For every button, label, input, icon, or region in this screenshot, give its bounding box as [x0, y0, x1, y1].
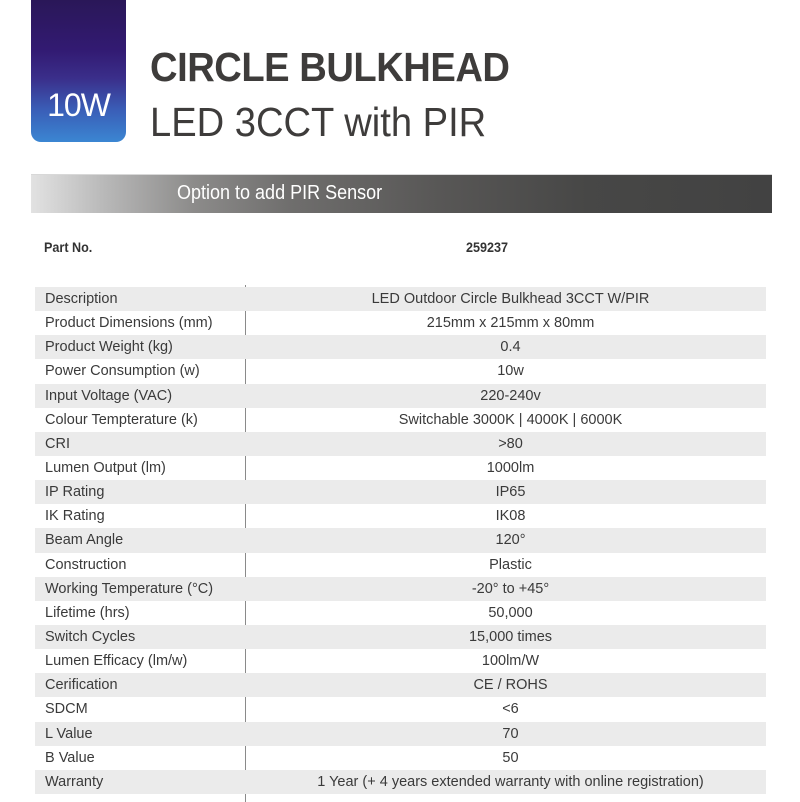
spec-label: Lifetime (hrs)	[45, 604, 130, 621]
spec-label: Switch Cycles	[45, 629, 136, 646]
spec-value: IK08	[495, 508, 526, 525]
spec-value: <6	[502, 701, 519, 718]
spec-label: Product Weight (kg)	[45, 339, 173, 356]
spec-value: IP65	[495, 484, 526, 501]
part-number-label: Part No.	[44, 239, 93, 255]
spec-value: 50,000	[488, 604, 533, 621]
table-row	[35, 504, 766, 528]
spec-value: Switchable 3000K | 4000K | 6000K	[398, 411, 623, 428]
spec-label: Lumen Output (lm)	[45, 460, 166, 477]
spec-table	[35, 287, 766, 794]
option-banner-text: Option to add PIR Sensor	[177, 182, 383, 204]
option-banner	[31, 174, 772, 213]
table-row	[35, 722, 766, 746]
spec-value: >80	[498, 435, 523, 452]
spec-label: IK Rating	[45, 508, 105, 525]
spec-label: CRI	[45, 435, 70, 452]
spec-label: Working Temperature (°C)	[45, 580, 214, 597]
spec-label: Construction	[45, 556, 127, 573]
spec-value: 15,000 times	[468, 629, 553, 646]
table-row	[35, 335, 766, 359]
spec-label: SDCM	[45, 701, 88, 718]
table-row	[35, 384, 766, 408]
spec-value: 215mm x 215mm x 80mm	[426, 315, 595, 332]
table-row	[35, 697, 766, 721]
table-row	[35, 408, 766, 432]
table-row	[35, 649, 766, 673]
table-row	[35, 528, 766, 552]
product-title: CIRCLE BULKHEAD	[150, 44, 510, 90]
spec-label: Beam Angle	[45, 532, 124, 549]
spec-label: Warranty	[45, 773, 104, 790]
spec-value: Plastic	[489, 556, 532, 573]
wattage-badge	[31, 0, 126, 142]
table-row	[35, 673, 766, 697]
spec-value: -20° to +45°	[471, 580, 550, 597]
spec-value: 50	[502, 749, 519, 766]
part-number-value: 259237	[466, 239, 509, 255]
table-row	[35, 770, 766, 794]
table-row	[35, 601, 766, 625]
spec-value: 220-240v	[480, 387, 541, 404]
spec-label: L Value	[45, 725, 93, 742]
table-row	[35, 311, 766, 335]
spec-value: 0.4	[500, 339, 521, 356]
table-row	[35, 456, 766, 480]
wattage-badge-text: 10W	[47, 87, 110, 123]
spec-value: 1000lm	[486, 460, 535, 477]
spec-label: Description	[45, 291, 118, 308]
table-row	[35, 746, 766, 770]
product-subtitle: LED 3CCT with PIR	[150, 99, 487, 145]
spec-label: Input Voltage (VAC)	[45, 387, 173, 404]
table-row	[35, 625, 766, 649]
spec-value: 70	[502, 725, 519, 742]
spec-value: 100lm/W	[481, 653, 540, 670]
spec-label: IP Rating	[45, 484, 105, 501]
spec-value: 10w	[497, 363, 524, 380]
table-row	[35, 287, 766, 311]
table-row	[35, 359, 766, 383]
spec-value: 1 Year (+ 4 years extended warranty with online registration)	[317, 773, 704, 790]
spec-label: Colour Tempterature (k)	[45, 411, 198, 428]
spec-value: LED Outdoor Circle Bulkhead 3CCT W/PIR	[371, 291, 650, 308]
table-row	[35, 480, 766, 504]
table-row	[35, 553, 766, 577]
spec-label: Cerification	[45, 677, 118, 694]
spec-label: Product Dimensions (mm)	[45, 315, 213, 332]
spec-value: CE / ROHS	[473, 677, 548, 694]
table-row	[35, 577, 766, 601]
spec-label: B Value	[45, 749, 95, 766]
spec-label: Power Consumption (w)	[45, 363, 200, 380]
spec-label: Lumen Efficacy (lm/w)	[45, 653, 188, 670]
spec-value: 120°	[495, 532, 526, 549]
table-row	[35, 432, 766, 456]
